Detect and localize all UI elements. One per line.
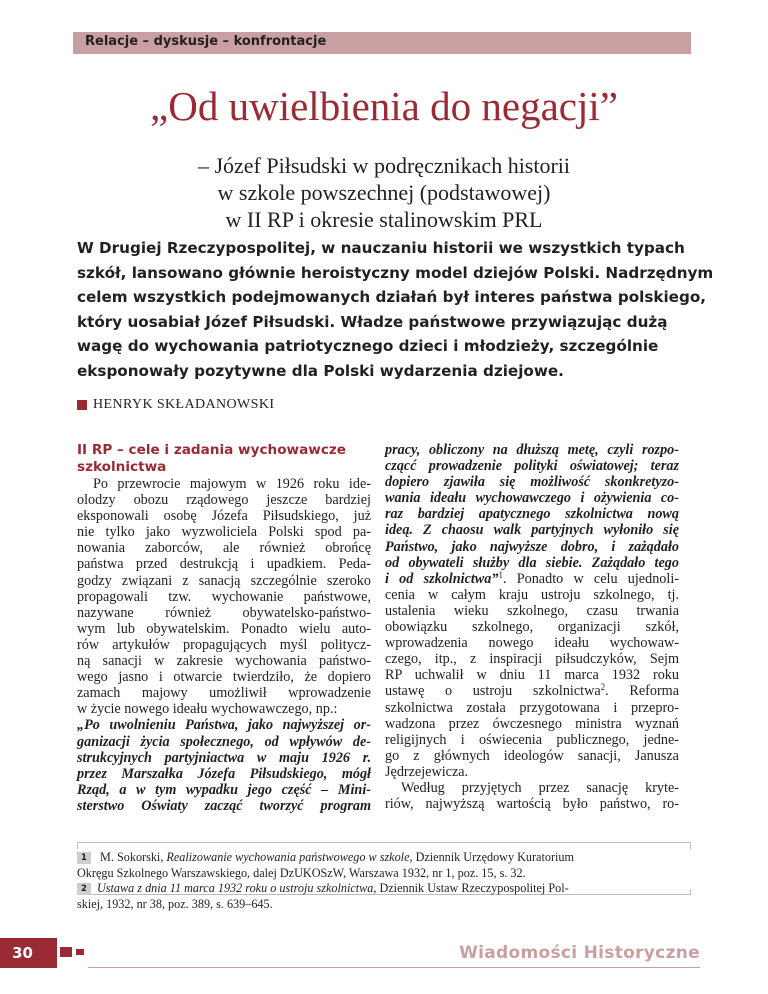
footnote-line: [77, 881, 691, 897]
footnote-text: M. Sokorski,: [100, 850, 167, 864]
quote-line: od obywateli służby dla siebie. Zażądało tego: [385, 554, 679, 571]
lead-line: celem wszystkich podejmowanych działań był interes państwa polskiego,: [77, 288, 707, 306]
footnote-text: , Dziennik Ustaw Rzeczypospolitej Pol-: [373, 881, 569, 895]
body-line: nazywane również obywatelsko-państwo-: [77, 604, 371, 621]
body-line: obowiązku szkolnego, organizacji szkół,: [385, 619, 679, 636]
lead-line: wagę do wychowania patriotycznego dzieci i młodzieży, szczególnie: [77, 337, 659, 355]
footnote-ref: 2: [600, 682, 606, 693]
body-line: wadzona przez ówczesnego ministra wyznań: [385, 715, 679, 732]
body-line: czego, itp., z inspiracji piłsudczyków, Sejm: [385, 651, 679, 668]
page-tab-decoration: [60, 947, 72, 957]
section-banner: [73, 32, 691, 54]
square-bullet-icon: [77, 400, 87, 410]
article-subtitle: [0, 152, 768, 233]
body-line: w życie nowego ideału wychowawczego, np.:: [77, 701, 338, 718]
body-line: riów, najwyższą wartością było państwo, ro-: [385, 796, 679, 813]
body-line: [385, 683, 679, 699]
quote-line: przez Marszałka Józefa Piłsudskiego, mógł: [77, 765, 371, 782]
body-line: wprowadzenia nowego ideału wychowaw-: [385, 635, 679, 652]
page-number: 30: [12, 944, 33, 962]
quote-line: sterstwo Oświaty zacząć tworzyć program: [77, 797, 371, 814]
footnote-text: , Dziennik Urzędowy Kuratorium: [409, 850, 574, 864]
body-text: . Reforma: [605, 683, 679, 700]
body-line: RP uchwalił w dniu 11 marca 1932 roku: [385, 667, 679, 684]
body-line: religijnych i oświecenia publicznego, jedne-: [385, 731, 679, 748]
author-name: HENRYK SKŁADANOWSKI: [93, 397, 275, 412]
quote-line: czącć prowadzenie polityki oświatowej; teraz: [385, 458, 679, 475]
body-line: eksponowali osobę Józefa Piłsudskiego, już: [77, 508, 371, 525]
right-column: [385, 442, 679, 812]
subtitle-line: w II RP i okresie stalinowskim PRL: [225, 207, 543, 232]
lead-line: W Drugiej Rzeczypospolitej, w nauczaniu historii we wszystkich typach: [77, 239, 685, 257]
article-title: „Od uwielbienia do negacji”: [150, 83, 618, 129]
quote-end: i od szkolnictwa”: [385, 570, 499, 587]
lead-line: szkół, lansowano głównie heroistyczny model dziejów Polski. Nadrzędnym: [77, 263, 714, 282]
footnote-ref: 1: [498, 569, 503, 580]
left-column: [77, 442, 371, 814]
footnote-line: Okręgu Szkolnego Warszawskiego, dalej DzUKOSzW, Warszawa 1932, nr 1, poz. 15, s. 32.: [77, 865, 526, 880]
footnote-line: skiej, 1932, nr 38, poz. 389, s. 639–645.: [77, 896, 273, 911]
quote-line: „Po uwolnieniu Państwa, jako najwyższej or-: [77, 717, 371, 734]
footnote-title: Ustawa z dnia 11 marca 1932 roku o ustroju szkolnictwa: [97, 881, 374, 895]
lead-line: eksponowały pozytywne dla Polski wydarzenia dziejowe.: [77, 361, 564, 380]
journal-name: Wiadomości Historyczne: [459, 943, 700, 963]
footnote-title: Realizowanie wychowania państwowego w szkole: [166, 850, 410, 864]
body-line: szkolnictwa została przygotowana i przepro-: [385, 699, 679, 716]
footnote-number: 1: [77, 852, 91, 864]
footnote-number: 2: [77, 883, 91, 895]
body-line: Po przewrocie majowym w 1926 roku ide-: [93, 476, 371, 492]
quote-line: ideą. Z chaosu walk partyjnych wyłoniło się: [385, 522, 679, 539]
body-line: wym lub obywatelskim. Ponadto wielu auto-: [77, 620, 371, 637]
body-line: propagowali tzw. wychowanie państwowe,: [77, 588, 371, 605]
body-line: zamach majowy umożliwił wprowadzenie: [77, 685, 371, 702]
section-label: Relacje – dyskusje – konfrontacje: [85, 34, 327, 49]
footer-rule: [88, 967, 700, 968]
body-line: ustalenia wieku szkolnego, czasu trwania: [385, 602, 679, 619]
lead-line: który uosabiał Józef Piłsudski. Władze państwowe przywiązując dużą: [77, 312, 668, 331]
quote-line: ganizacji życia społecznego, od wpływów de-: [77, 733, 371, 750]
body-text: ustawę o ustroju szkolnictwa: [385, 683, 601, 700]
body-line: ną sanacji w zakresie wychowania państwo-: [77, 653, 371, 670]
article-lead: [77, 236, 714, 383]
body-text: . Ponadto w celu ujednoli-: [502, 570, 679, 587]
quote-line: pracy, obliczony na dłuższą metę, czyli rozpo-: [385, 442, 679, 458]
body-line: nie tylko jako wyzwoliciela Polski spod pa-: [77, 524, 371, 541]
footnote: [77, 881, 691, 912]
body-line: cenia w całym kraju ustroju szkolnego, tj.: [385, 586, 679, 603]
body-line: godzy związani z sanacją szczególnie szeroko: [77, 572, 371, 589]
body-line: państwa przed destrukcją i upadkiem. Peda-: [77, 556, 371, 573]
footnote-line: [77, 850, 691, 866]
quote-line: strukcyjnych partyjniactwa w maju 1926 r.: [77, 749, 371, 766]
section-heading: [77, 442, 371, 476]
section-heading-line: II RP – cele i zadania wychowawcze: [77, 442, 347, 458]
page-tab-decoration: [76, 949, 84, 955]
quote-line: Rząd, a w tym wypadku jego część – Mini-: [77, 781, 371, 798]
quote-line: raz bardziej apatycznego szkolnictwa nową: [385, 506, 679, 523]
body-line: wego jasno i otwarcie twierdziło, że dopiero: [77, 669, 371, 686]
footnote: [77, 850, 691, 881]
body-line: Według przyjętych przez sanację kryte-: [401, 779, 679, 796]
body-line: nowania zaborców, ale również obrońcę: [77, 540, 371, 557]
quote-line: wania ideału wychowawczego i ożywienia co-: [385, 490, 679, 507]
body-line: [385, 571, 679, 587]
section-heading-line: szkolnictwa: [77, 459, 167, 475]
quote-line: dopiero zjawiła się możliwość skonkretyzo-: [385, 474, 679, 491]
subtitle-line: – Józef Piłsudski w podręcznikach historii: [197, 153, 571, 178]
body-line: rów artykułów propagujących myśl politycz-: [77, 636, 371, 653]
body-line: Jędrzejewicza.: [385, 763, 469, 780]
subtitle-line: w szkole powszechnej (podstawowej): [217, 180, 551, 205]
page-number-tab: [0, 938, 57, 968]
body-line: go z głównych ideologów sanacji, Janusza: [385, 747, 679, 764]
quote-line: Państwo, jako najwyższe dobro, i zażądało: [385, 538, 679, 555]
author-byline: [77, 396, 274, 414]
body-line: olodzy obozu rządowego jeszcze bardziej: [77, 492, 371, 509]
